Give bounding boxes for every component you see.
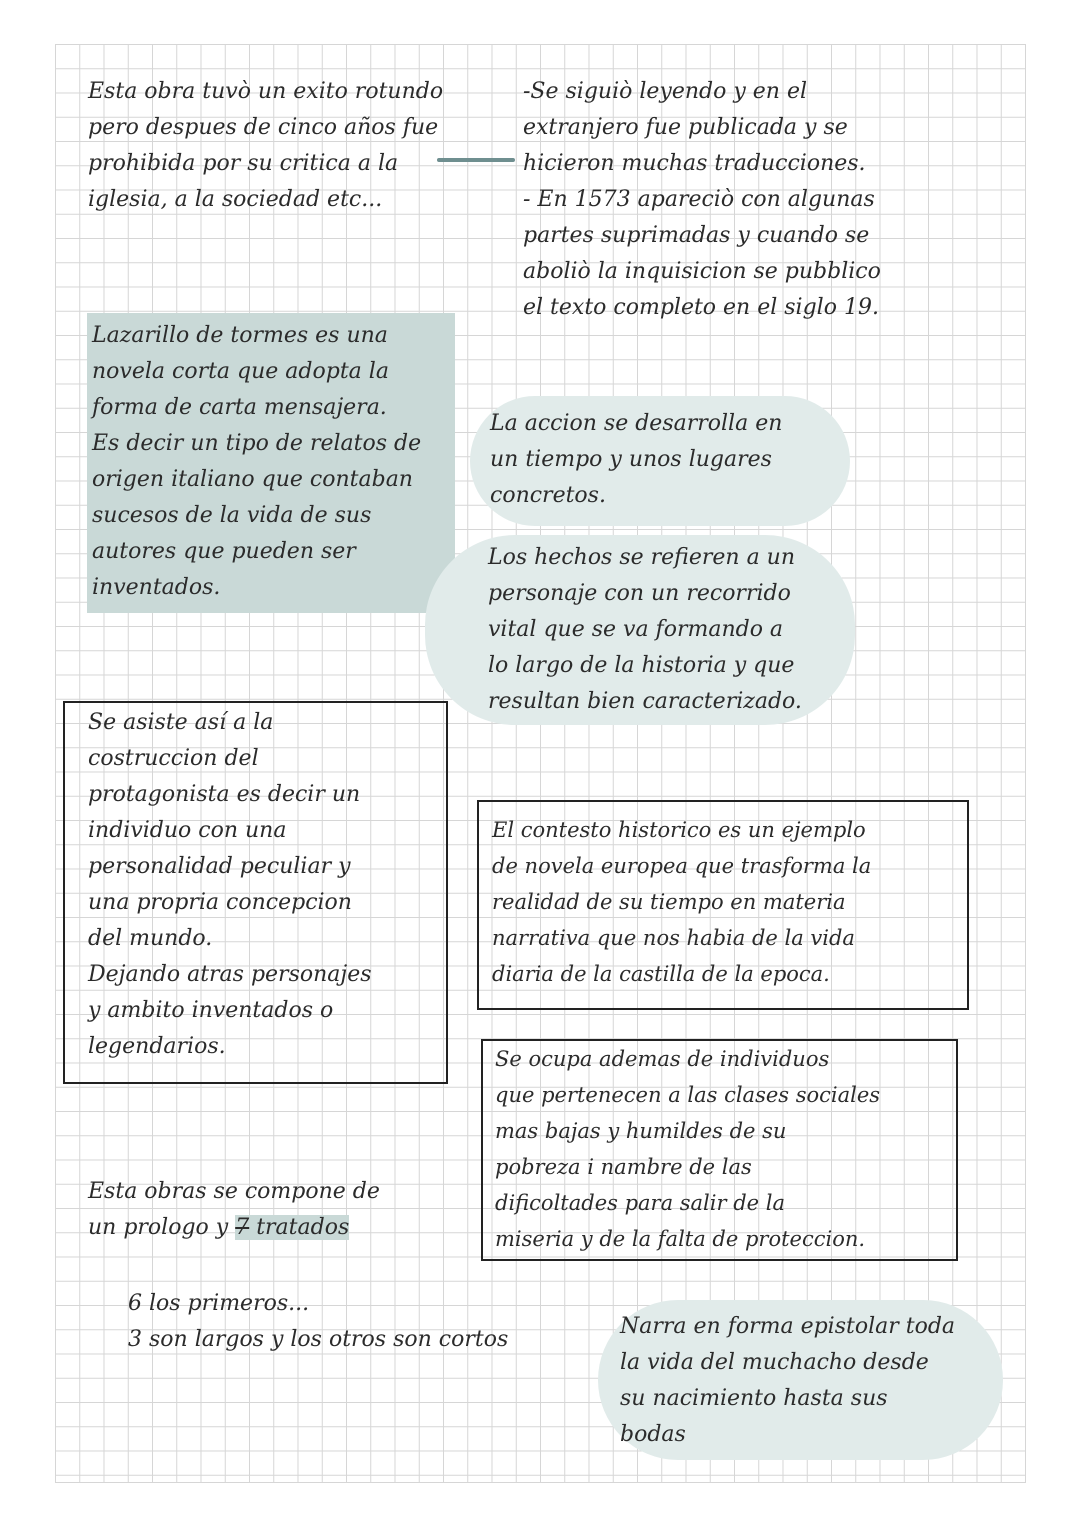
note-hechos: Los hechos se refieren a un personaje con un recorrido vital que se va formando a lo largo de la historia y que resultan bien caracterizado. xyxy=(488,545,802,714)
connector-line xyxy=(437,158,515,162)
note-clases: Se ocupa ademas de individuos que pertenecen a las clases sociales mas bajas y humildes de su pobreza i nambre de las dificoltades para salir de la miseria y de la falta de proteccion. xyxy=(495,1047,881,1251)
note-epistolar: Narra en forma epistolar toda la vida del muchacho desde su nacimiento hasta sus bodas xyxy=(620,1314,956,1447)
note-protagonista: Se asiste así a la costruccion del protagonista es decir un individuo con una personalidad peculiar y una propria concepcion del mundo. Dejando atras personajes y ambito inventados o legendarios. xyxy=(88,710,372,1059)
note-estructura: Esta obras se compone de un prologo y 7 tratados xyxy=(88,1179,380,1240)
struck-number: 7 xyxy=(235,1215,250,1240)
note-contexto: El contesto historico es un ejemplo de novela europea que trasforma la realidad de su tiempo en materia narrativa que nos habia de la vida diaria de la castilla de la epoca. xyxy=(492,818,872,986)
note-tratados: 6 los primeros... 3 son largos y los otros son cortos xyxy=(128,1291,509,1352)
note-accion: La accion se desarrolla en un tiempo y unos lugares concretos. xyxy=(490,411,783,508)
note-exito: Esta obra tuvò un exito rotundo pero despues de cinco años fue prohibida por su critica a la iglesia, a la sociedad etc... xyxy=(88,79,444,212)
note-publicacion: -Se siguiò leyendo y en el extranjero fue publicada y se hicieron muchas traducciones. - En 1573 apareciò con algunas partes suprimadas y cuando se aboliò la inquisicion se pubblico el texto completo en el siglo 19. xyxy=(523,79,881,320)
note-definicion: Lazarillo de tormes es una novela corta que adopta la forma de carta mensajera. Es decir un tipo de relatos de origen italiano que contaban sucesos de la vida de sus autores que pueden ser inventados. xyxy=(92,323,422,600)
